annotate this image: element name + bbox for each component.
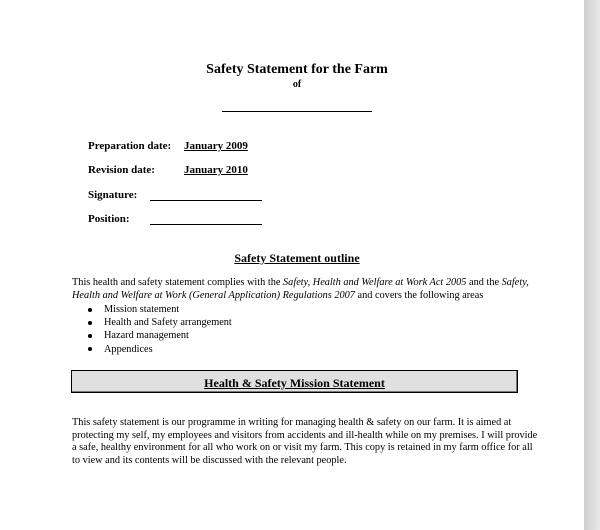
regulations-name: Safety, Health and Welfare at Work (General Application) Regulations 2007 xyxy=(72,277,529,301)
list-item: Hazard management xyxy=(88,329,232,342)
preparation-date-value: January 2009 xyxy=(184,140,248,152)
farm-name-blank-line xyxy=(222,111,372,112)
revision-date-value: January 2010 xyxy=(184,164,248,176)
intro-text-end: and covers the following areas xyxy=(354,289,484,301)
revision-date-label: Revision date: xyxy=(88,164,155,176)
position-blank-line xyxy=(150,224,262,225)
position-label: Position: xyxy=(88,213,130,225)
document-title: Safety Statement for the Farm xyxy=(206,62,388,77)
outline-intro-paragraph xyxy=(72,277,542,302)
outline-bullet-list xyxy=(88,303,232,356)
signature-label: Signature: xyxy=(88,189,138,201)
list-item: Mission statement xyxy=(88,303,232,316)
of-label: of xyxy=(292,79,302,90)
list-item: Health and Safety arrangement xyxy=(88,316,232,329)
outline-heading: Safety Statement outline xyxy=(234,251,360,265)
list-item: Appendices xyxy=(88,343,232,356)
mission-heading-box xyxy=(71,370,518,393)
preparation-date-label: Preparation date: xyxy=(88,140,172,152)
mission-heading: Health & Safety Mission Statement xyxy=(204,376,385,390)
page-edge-shadow xyxy=(584,0,600,530)
act-name: Safety, Health and Welfare at Work Act 2005 xyxy=(283,277,467,288)
intro-text-and: and the xyxy=(466,277,502,288)
mission-body-paragraph: This safety statement is our programme in writing for managing health & safety on our farm. It is aimed at protecting my self, my employees and visitors from accidents and ill-health while on my premises. I will provide a safe, healthy environment for all who work on or visit my farm. This copy is retained in my farm office for all to view and its contents will be discussed with the relevant people. xyxy=(72,417,538,466)
signature-blank-line xyxy=(150,200,262,201)
intro-text-start: This health and safety statement complies with the xyxy=(72,277,284,288)
